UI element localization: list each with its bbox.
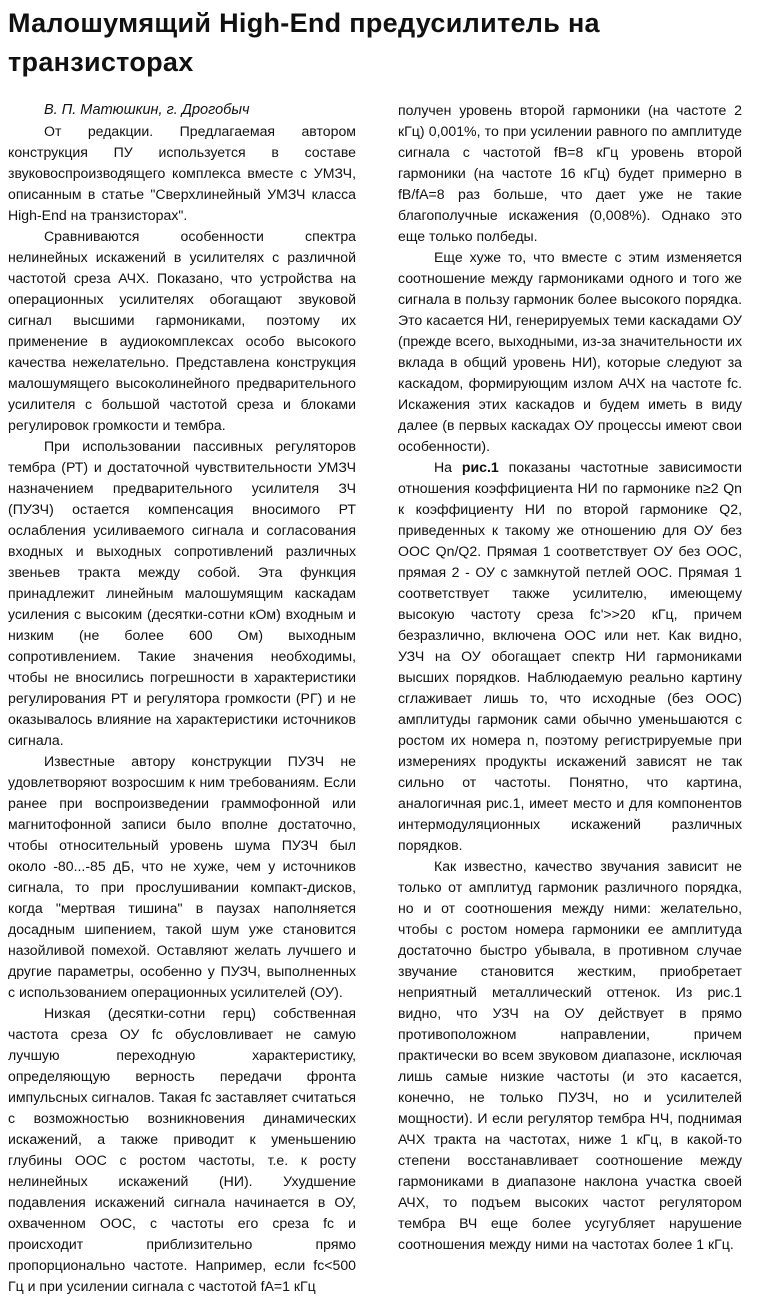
paragraph-abstract: Сравниваются особенности спектра нелинейных искажений в усилителях с различной частотой среза АЧХ. Показано, что устройства на операционных усилителях обогащают звуковой сигнал высшими гармониками, поэтому их применение в аудиокомплексах особо высокого качества нежелательно. Представлена конструкция малошумящего высоколинейного предварительного усилителя с большой частотой среза и блоками регулировок громкости и тембра.: [8, 228, 356, 433]
paragraph-body: Известные автору конструкции ПУЗЧ не удовлетворяют возросшим к ним требованиям. Если ранее при воспроизведении граммофонной или магнитофонной записи было вполне достаточно, чтобы относительный уровень шума ПУЗЧ был около -80...-85 дБ, что не хуже, чем у источников сигнала, то при прослушивании компакт-дисков, когда "мертвая тишина" в паузах наполняется досадным шипением, такой шум уже становится назойливой помехой. Оставляют желать лучшего и другие параметры, особенно у ПУЗЧ, выполненных с использованием операционных усилителей (ОУ).: [8, 753, 356, 1000]
paragraph-continued: получен уровень второй гармоники (на частоте 2 кГц) 0,001%, то при усилении равного по амплитуде сигнала с частотой fB=8 кГц уровень второй гармоники (на частоте 16 кГц) будет примерно в fB/fA=8 раз больше, что дает уже не такие благополучные искажения (0,008%). Однако это еще только полбеды.: [398, 102, 742, 244]
author-byline: В. П. Матюшкин, г. Дрогобыч: [44, 102, 250, 118]
paragraph-body: Еще хуже то, что вместе с этим изменяется соотношение между гармониками одного и того же сигнала в пользу гармоник более высокого порядка. Это касается НИ, генерируемых теми каскадами ОУ (прежде всего, выходными, из-за значительности их вклада в общий уровень НИ), которые следуют за каскадом, формирующим излом АЧХ на частоте fc. Искажения этих каскадов и будем иметь в виду далее (в первых каскадах ОУ процессы имеют свои особенности).: [398, 249, 742, 454]
figure-ref-prefix: На: [434, 459, 462, 475]
paragraph-figure-reference: [398, 457, 742, 856]
right-column: [398, 100, 742, 1255]
paragraph-body: Низкая (десятки-сотни герц) собственная частота среза ОУ fc обусловливает не самую лучшую переходную характеристику, определяющую верность передачи фронта импульсных сигналов. Такая fc заставляет считаться с возможностью возникновения динамических искажений, а также приводит к уменьшению глубины ООС с ростом частоты, т.е. к росту нелинейных искажений (НИ). Ухудшение подавления искажений сигнала начинается в ОУ, охваченном ООС, с частоты его среза fc и происходит приблизительно прямо пропорционально частоте. Например, если fc<500 Гц и при усилении сигнала с частотой fA=1 кГц: [8, 1005, 356, 1294]
paragraph-body: При использовании пассивных регуляторов тембра (РТ) и достаточной чувствительности УМЗЧ назначением предварительного усилителя ЗЧ (ПУЗЧ) остается компенсация вносимого РТ ослабления усиливаемого сигнала и согласования входных и выходных сопротивлений различных звеньев тракта между собой. Эта функция принадлежит линейным малошумящим каскадам усиления с высоким (десятки-сотни кОм) входным и низким (не более 600 Ом) выходным сопротивлением. Такие значения необходимы, чтобы не вносились погрешности в характеристики регулирования РТ и регулятора громкости (РГ) и не оказывалось влияние на характеристики источников сигнала.: [8, 438, 356, 748]
figure-ref-label: рис.1: [461, 459, 499, 475]
paragraph-body: Как известно, качество звучания зависит не только от амплитуд гармоник различного порядка, но и от соотношения между ними: желательно, чтобы с ростом номера гармоники ее амплитуда достаточно быстро убывала, в противном случае звучание становится жестким, приобретает неприятный металлический оттенок. Из рис.1 видно, что УЗЧ на ОУ действует в прямо противоположном направлении, причем практически во всем звуковом диапазоне, исключая лишь самые низкие частоты (и это касается, конечно, не только ПУЗЧ, но и усилителей мощности). И если регулятор тембра НЧ, поднимая АЧХ тракта на частотах, ниже 1 кГц, в какой-то степени восстанавливает соотношение между гармониками в диапазоне наклона участка своей АЧХ, то подъем высоких частот регулятором тембра ВЧ еще более усугубляет нарушение соотношения между ними на частотах более 1 кГц.: [398, 858, 742, 1252]
left-column: [8, 100, 356, 1297]
figure-ref-text: показаны частотные зависимости отношения коэффициента НИ по гармонике n≥2 Qn к коэффициенту НИ по второй гармонике Q2, приведенных к такому же отношению для ОУ без ООС Qn/Q2. Прямая 1 соответствует ОУ без ООС, прямая 2 - ОУ с замкнутой петлей ООС. Прямая 1 соответствует также усилителю, имеющему высокую частоту среза fc'>>20 кГц, причем безразлично, включена ООС или нет. Как видно, УЗЧ на ОУ обогащает спектр НИ гармониками высших порядков. Наблюдаемую реально картину сглаживает лишь то, что исходные (без ООС) амплитуды гармоник сами обычно уменьшаются с ростом их номера n, поэтому регистрируемые при измерениях продукты искажений зависят не так сильно от частоты. Понятно, что картина, аналогичная рис.1, имеет место и для компонентов интермодуляционных искажений различных порядков.: [398, 459, 743, 853]
paragraph-editorial: От редакции. Предлагаемая автором конструкция ПУ используется в составе звуковоспроизводящего комплекса вместе с УМЗЧ, описанным в статье "Сверхлинейный УМЗЧ класса High-End на транзисторах".: [8, 123, 356, 223]
article-title: Малошумящий High-End предусилитель на транзисторах: [8, 8, 600, 77]
